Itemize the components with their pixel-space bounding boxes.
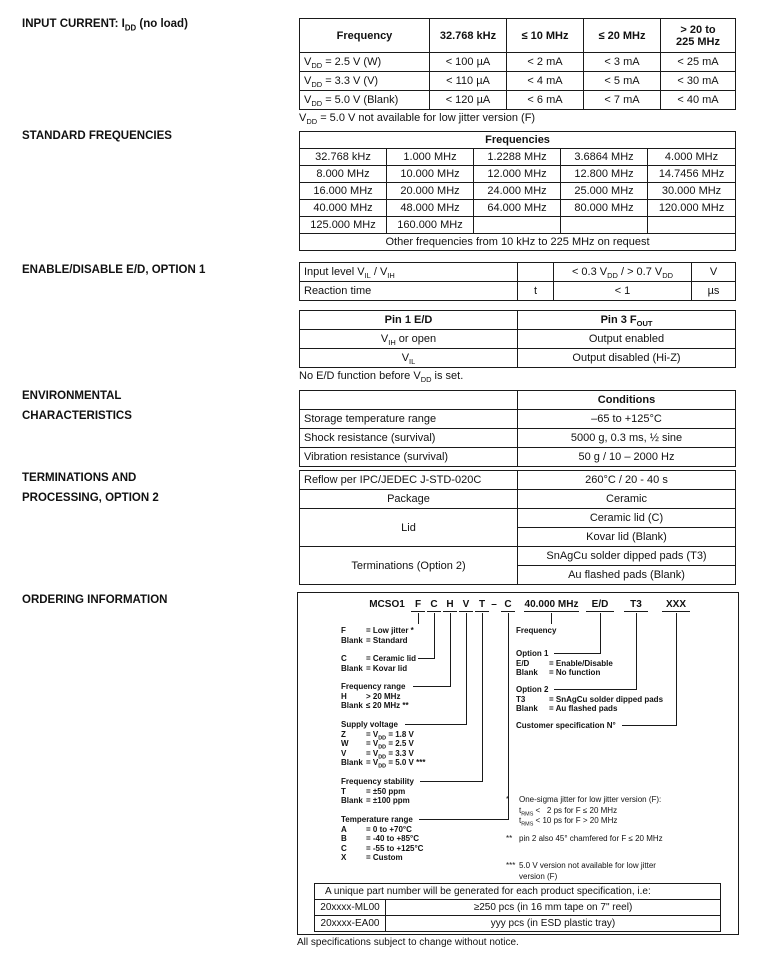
legend-key: E/D [516,658,530,668]
table-row [300,149,736,166]
ordering-footnote [506,795,661,827]
part-number-segment: T3 [624,598,648,612]
table-cell: Ceramic [518,490,736,509]
table-row [300,282,736,301]
table-cell: A unique part number will be generated for each product specification, i.e: [315,884,721,900]
legend-key: C [341,654,347,663]
legend-row [341,692,409,702]
ordering-legend-block [341,815,423,863]
part-number-segment: F [411,598,425,612]
table-cell: < 2 mA [507,53,584,72]
legend-key: Blank [341,758,363,767]
legend-header: Temperature range [341,815,413,824]
section-header-environmental [22,386,132,426]
legend-value: = $V_{DD} = 2.5$ V [366,739,414,751]
table-header-cell: > 20 to 225 MHz [661,19,736,53]
ordering-legend-block [341,720,425,768]
legend-value: = ±50 ppm [366,786,406,796]
legend-value: = $V_{DD} = 1.8$ V [366,729,414,742]
legend-key: F [341,626,346,635]
connector-line [413,613,451,687]
table-cell: Ceramic lid (C) [518,509,736,528]
table-cell: 1.000 MHz [387,149,474,166]
table-cell: $V_{IL}$ [300,349,518,368]
legend-row [516,695,663,705]
legend-key: Blank [341,701,363,710]
section-header-line: TERMINATIONS AND [22,472,137,484]
ordering-legend-block [516,626,556,636]
table-header-cell: Conditions [518,391,736,410]
table-row [300,217,736,234]
table-cell: Package [300,490,518,509]
table-cell: Shock resistance (survival) [300,429,518,448]
table-cell: Other frequencies from 10 kHz to 225 MHz on request [300,234,736,251]
legend-key: Blank [516,668,538,677]
legend-key: T [341,786,346,796]
table-header-cell: Frequencies [300,132,736,149]
legend-key: V [341,748,347,758]
legend-row [341,844,423,854]
table-row [300,410,736,429]
ordering-legend-block [516,685,663,714]
footnote-marker: * [506,795,510,804]
table-cell: 260°C / 20 - 40 s [518,471,736,490]
table-cell: 160.000 MHz [387,217,474,234]
table-row [315,916,721,932]
table-row [300,72,736,91]
legend-value: = $V_{DD} = 5.0$ V *** [366,758,426,770]
legend-row [516,668,613,678]
part-number-segment: T [475,598,489,612]
table-cell: 48.000 MHz [387,200,474,217]
legend-key: W [341,739,349,748]
ordering-legend-block [516,649,613,678]
part-number-segment: – [491,599,497,610]
table-cell: Storage temperature range [300,410,518,429]
pin-function-note: No E/D function before $V_{DD}$ is set. [299,370,464,385]
legend-value: = Ceramic lid [366,654,417,663]
table-cell: < 30 mA [661,72,736,91]
table-cell: SnAgCu solder dipped pads (T3) [518,547,736,566]
part-number-segment: E/D [586,598,614,612]
table-cell: Reaction time [300,282,518,301]
ordering-legend-block [341,682,409,711]
section-header-line: CHARACTERISTICS [22,410,132,422]
table-cell: V [692,263,736,282]
footnote-line: $t_{RMS} < 2$ ps for F ≤ 20 MHz [519,805,618,818]
legend-value: = Low jitter * [366,626,414,635]
table-cell: Kovar lid (Blank) [518,528,736,547]
table-header-cell: ≤ 20 MHz [584,19,661,53]
connector-line [418,613,435,659]
table-row [300,19,736,53]
footnote-line: version (F) [519,871,558,881]
table-row [300,132,736,149]
table-cell: 3.6864 MHz [561,149,648,166]
table-cell: 80.000 MHz [561,200,648,217]
table-cell: 32.768 kHz [300,149,387,166]
table-cell: 5000 g, 0.3 ms, ½ sine [518,429,736,448]
table-cell: $V_{DD} = 2.5$ V (W) [300,53,430,72]
table-cell: 20xxxx-ML00 [315,900,386,916]
table-row [300,448,736,467]
legend-header: Customer specification N° [516,721,616,730]
part-number-segment: 40.000 MHz [524,599,579,610]
legend-row [341,853,423,863]
table-cell [648,217,736,234]
table-cell: 125.000 MHz [300,217,387,234]
table-row [315,884,721,900]
table-header-cell: 32.768 kHz [430,19,507,53]
legend-key: Z [341,729,346,739]
legend-value: = -55 to +125°C [366,843,424,853]
legend-value: = 0 to +70°C [366,824,412,834]
legend-key: Blank [341,796,363,805]
legend-key: Blank [341,663,363,673]
legend-row [341,626,414,636]
legend-header: Option 1 [516,649,549,658]
legend-row [341,701,409,711]
legend-row [341,739,425,749]
part-number-segment: V [459,598,473,612]
legend-value: = Enable/Disable [549,658,613,668]
legend-key: Blank [516,704,538,713]
footnote-line: pin 2 also 45° chamfered for F ≤ 20 MHz [519,834,663,843]
section-header-input-current: INPUT CURRENT: $I_{DD}$ (no load) [22,18,188,33]
table-cell: $V_{IH}$ or open [300,330,518,349]
part-number-segment: C [501,598,515,612]
table-cell [300,391,518,410]
table-cell: < 5 mA [584,72,661,91]
table-cell: Lid [300,509,518,547]
legend-value: = Kovar lid [366,663,408,673]
legend-value: = Standard [366,635,408,645]
legend-row [516,659,613,669]
legend-header: Frequency [516,626,557,635]
table-cell: < 0.3 $V_{DD}$ / > 0.7 $V_{DD}$ [554,263,692,282]
table-cell: 30.000 MHz [648,183,736,200]
part-number-segment: MCSO1 [369,599,405,610]
connector-line [419,613,509,820]
legend-header: Supply voltage [341,720,398,729]
table-cell [518,263,554,282]
table-cell: yyy pcs (in ESD plastic tray) [386,916,721,932]
legend-row [341,636,414,646]
table-cell: Output enabled [518,330,736,349]
legend-key: Blank [341,635,363,645]
table-cell: $V_{DD} = 3.3$ V (V) [300,72,430,91]
table-cell: Input level $V_{IL} / V_{IH}$ [300,263,518,282]
table-header-cell: Pin 1 E/D [300,311,518,330]
table-row [300,263,736,282]
legend-value: = No function [549,668,601,677]
legend-key: B [341,834,347,843]
table-cell: 25.000 MHz [561,183,648,200]
ordering-legend-block [341,626,414,645]
legend-value: ≤ 20 MHz ** [366,701,409,710]
table-cell: Vibration resistance (survival) [300,448,518,467]
table-cell: < 25 mA [661,53,736,72]
environmental-table [299,390,736,467]
table-cell [474,217,561,234]
table-cell: < 4 mA [507,72,584,91]
footnote-marker: *** [506,861,516,870]
table-cell: 4.000 MHz [648,149,736,166]
section-header-line: PROCESSING, OPTION 2 [22,492,159,504]
section-header-enable-disable: ENABLE/DISABLE E/D, OPTION 1 [22,264,206,276]
frequencies-table [299,131,736,251]
table-cell: 50 g / 10 – 2000 Hz [518,448,736,467]
table-row [300,349,736,368]
legend-header: Frequency stability [341,777,414,786]
section-header-standard-frequencies: STANDARD FREQUENCIES [22,130,172,142]
legend-row [341,796,414,806]
table-cell: 16.000 MHz [300,183,387,200]
table-row [300,330,736,349]
ordering-box [297,592,739,935]
legend-header: Frequency range [341,682,406,691]
table-row [300,234,736,251]
ordering-footnote [506,861,656,882]
legend-header: Option 2 [516,685,549,694]
table-cell: < 6 mA [507,91,584,110]
legend-value: = ±100 ppm [366,796,410,805]
part-number-segment: H [443,598,457,612]
enable-disable-table [299,262,736,301]
table-cell: < 40 mA [661,91,736,110]
table-row [315,900,721,916]
connector-line [420,613,483,782]
input-current-table [299,18,736,110]
legend-key: T3 [516,694,526,704]
part-number-segment: XXX [662,598,690,612]
table-cell: Au flashed pads (Blank) [518,566,736,585]
table-cell: < 1 [554,282,692,301]
ordering-footnote [506,834,663,845]
section-header-line: ENVIRONMENTAL [22,390,122,402]
table-cell: 12.000 MHz [474,166,561,183]
legend-value: > 20 MHz [366,691,401,701]
legend-key: A [341,824,347,834]
unique-part-number-table [314,883,721,932]
legend-row [341,825,423,835]
table-cell: < 7 mA [584,91,661,110]
table-header-cell: Pin 3 $F_{OUT}$ [518,311,736,330]
table-row [300,166,736,183]
input-current-note: $V_{DD} = 5.0$ V not available for low jitter version (F) [299,112,536,127]
part-number-segment: C [427,598,441,612]
table-row [300,53,736,72]
table-row [300,200,736,217]
table-cell: 8.000 MHz [300,166,387,183]
table-cell: 120.000 MHz [648,200,736,217]
table-cell: 24.000 MHz [474,183,561,200]
table-cell: Terminations (Option 2) [300,547,518,585]
footnote-line: 5.0 V version not available for low jitter [519,861,656,870]
table-row [300,429,736,448]
footnote-marker: ** [506,834,513,843]
table-header-cell: Frequency [300,19,430,53]
legend-row [341,834,423,844]
section-header-terminations [22,468,159,508]
table-cell: 10.000 MHz [387,166,474,183]
legend-key: X [341,853,347,862]
table-row [300,547,736,566]
legend-value: = Custom [366,853,403,862]
footnote-line: $t_{RMS} < 10$ ps for F > 20 MHz [519,816,618,828]
legend-value: = Au flashed pads [549,704,618,713]
ordering-legend-block [516,721,616,731]
legend-row [341,654,416,664]
table-cell: < 3 mA [584,53,661,72]
table-cell: $V_{DD} = 5.0$ V (Blank) [300,91,430,110]
ordering-legend-block [341,777,414,806]
table-cell: 64.000 MHz [474,200,561,217]
legend-key: C [341,843,347,853]
footnote-line: One-sigma jitter for low jitter version (F): [519,795,662,804]
table-cell: 1.2288 MHz [474,149,561,166]
table-cell: < 100 µA [430,53,507,72]
legend-row [516,704,663,714]
table-row [300,509,736,528]
table-cell: t [518,282,554,301]
terminations-table [299,470,736,585]
table-row [300,91,736,110]
table-cell: Output disabled (Hi-Z) [518,349,736,368]
table-row [300,183,736,200]
legend-value: = -40 to +85°C [366,834,419,843]
table-cell: –65 to +125°C [518,410,736,429]
legend-value: = $V_{DD} = 3.3$ V [366,748,414,761]
table-row [300,471,736,490]
table-cell: µs [692,282,736,301]
legend-row [341,664,416,674]
table-header-cell: ≤ 10 MHz [507,19,584,53]
table-row [300,391,736,410]
legend-row [341,758,425,768]
table-cell: 40.000 MHz [300,200,387,217]
table-cell: ≥250 pcs (in 16 mm tape on 7" reel) [386,900,721,916]
table-cell: Reflow per IPC/JEDEC J-STD-020C [300,471,518,490]
table-cell: 20.000 MHz [387,183,474,200]
table-cell: < 110 µA [430,72,507,91]
legend-row [341,749,425,759]
pin-function-table [299,310,736,368]
table-cell: < 120 µA [430,91,507,110]
page-footer-note: All specifications subject to change without notice. [297,937,519,948]
table-row [300,311,736,330]
legend-row [341,730,425,740]
legend-value: = SnAgCu solder dipped pads [549,694,664,704]
section-header-ordering: ORDERING INFORMATION [22,594,168,606]
legend-row [341,787,414,797]
table-cell: 20xxxx-EA00 [315,916,386,932]
connector-line [554,613,601,654]
ordering-legend-block [341,654,416,673]
table-row [300,490,736,509]
legend-key: H [341,691,347,701]
table-cell [561,217,648,234]
table-cell: 12.800 MHz [561,166,648,183]
table-cell: 14.7456 MHz [648,166,736,183]
